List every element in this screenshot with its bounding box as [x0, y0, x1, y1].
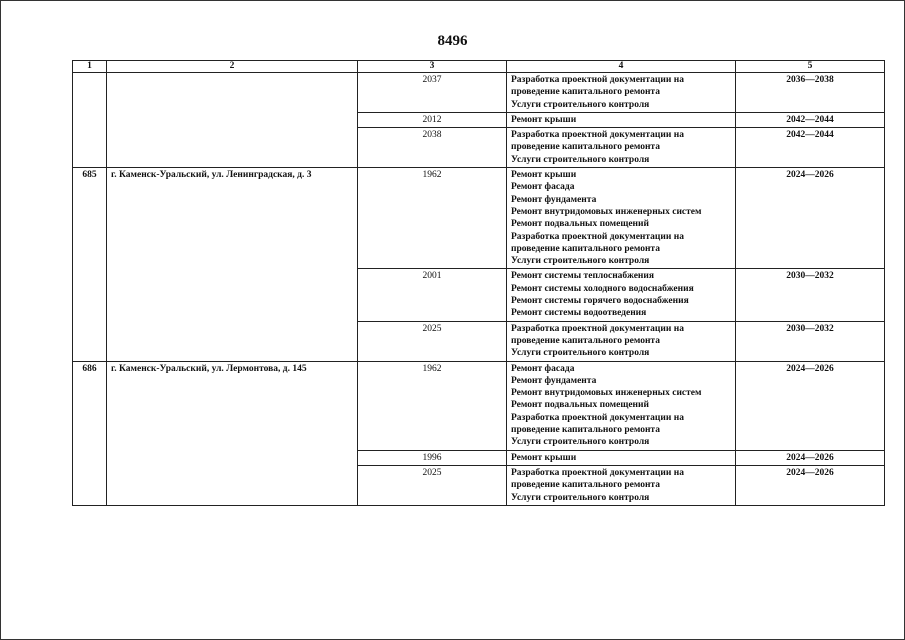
year-cell: 2038 [358, 128, 507, 168]
period-cell: 2024—2026 [736, 465, 885, 505]
column-header: 4 [507, 61, 736, 73]
table-row [73, 168, 885, 269]
work-item: Ремонт крыши [511, 114, 577, 125]
period-cell: 2030—2032 [736, 269, 885, 321]
work-item: проведение капитального ремонта [511, 335, 660, 346]
work-item: проведение капитального ремонта [511, 425, 660, 436]
object-address: г. Каменск-Уральский, ул. Ленинградская, д. 3 [107, 168, 358, 361]
work-item: Разработка проектной документации на [511, 75, 684, 85]
work-item: Ремонт системы теплоснабжения [511, 271, 655, 282]
work-item: Разработка проектной документации на [511, 130, 684, 141]
table-row [73, 361, 885, 450]
period-cell: 2024—2026 [736, 168, 885, 269]
work-item: Ремонт фундамента [511, 194, 597, 205]
column-header: 1 [73, 61, 107, 73]
works-cell [507, 128, 736, 168]
period-cell: 2036—2038 [736, 73, 885, 113]
year-cell: 2012 [358, 112, 507, 127]
work-item: проведение капитального ремонта [511, 87, 660, 98]
work-item: проведение капитального ремонта [511, 480, 660, 491]
year-cell: 1962 [358, 168, 507, 269]
period-cell: 2030—2032 [736, 321, 885, 361]
work-item: Ремонт системы горячего водоснабжения [511, 296, 689, 307]
works-cell [507, 450, 736, 465]
page-number: 8496 [437, 33, 468, 49]
table-body [73, 73, 885, 506]
table-row [73, 73, 885, 113]
works-cell [507, 465, 736, 505]
work-item: Ремонт внутридомовых инженерных систем [511, 206, 702, 217]
period-cell: 2042—2044 [736, 112, 885, 127]
works-cell [507, 73, 736, 113]
works-cell [507, 112, 736, 127]
object-number: 686 [73, 361, 107, 505]
works-cell [507, 321, 736, 361]
work-item: Ремонт системы холодного водоснабжения [511, 283, 694, 294]
work-item: Разработка проектной документации на [511, 412, 684, 423]
column-header: 3 [358, 61, 507, 73]
year-cell: 2037 [358, 73, 507, 113]
work-item: Услуги строительного контроля [511, 99, 650, 110]
year-cell: 2025 [358, 321, 507, 361]
work-item: Ремонт крыши [511, 170, 577, 181]
work-item: Услуги строительного контроля [511, 437, 650, 448]
works-cell [507, 269, 736, 321]
work-item: Ремонт фундамента [511, 375, 597, 386]
work-item: Ремонт подвальных помещений [511, 400, 649, 411]
works-cell [507, 361, 736, 450]
work-item: Услуги строительного контроля [511, 492, 650, 503]
column-header: 2 [107, 61, 358, 73]
period-cell: 2024—2026 [736, 361, 885, 450]
period-cell: 2024—2026 [736, 450, 885, 465]
object-number [73, 73, 107, 168]
object-address [107, 73, 358, 168]
year-cell: 1962 [358, 361, 507, 450]
column-header: 5 [736, 61, 885, 73]
object-number: 685 [73, 168, 107, 361]
work-item: проведение капитального ремонта [511, 142, 660, 153]
work-item: Разработка проектной документации на [511, 323, 684, 334]
work-item: проведение капитального ремонта [511, 243, 660, 254]
year-cell: 1996 [358, 450, 507, 465]
work-item: Разработка проектной документации на [511, 467, 684, 478]
works-cell [507, 168, 736, 269]
work-item: Ремонт подвальных помещений [511, 219, 649, 230]
work-item: Услуги строительного контроля [511, 256, 650, 267]
work-item: Ремонт фасада [511, 182, 575, 193]
register-table [72, 60, 885, 506]
work-item: Услуги строительного контроля [511, 348, 650, 359]
period-cell: 2042—2044 [736, 128, 885, 168]
year-cell: 2001 [358, 269, 507, 321]
work-item: Ремонт крыши [511, 452, 577, 463]
work-item: Услуги строительного контроля [511, 154, 650, 165]
year-cell: 2025 [358, 465, 507, 505]
work-item: Ремонт системы водоотведения [511, 308, 647, 319]
object-address: г. Каменск-Уральский, ул. Лермонтова, д. 145 [107, 361, 358, 505]
work-item: Разработка проектной документации на [511, 231, 684, 242]
work-item: Ремонт внутридомовых инженерных систем [511, 388, 702, 399]
header-row [73, 61, 885, 73]
work-item: Ремонт фасада [511, 363, 575, 374]
